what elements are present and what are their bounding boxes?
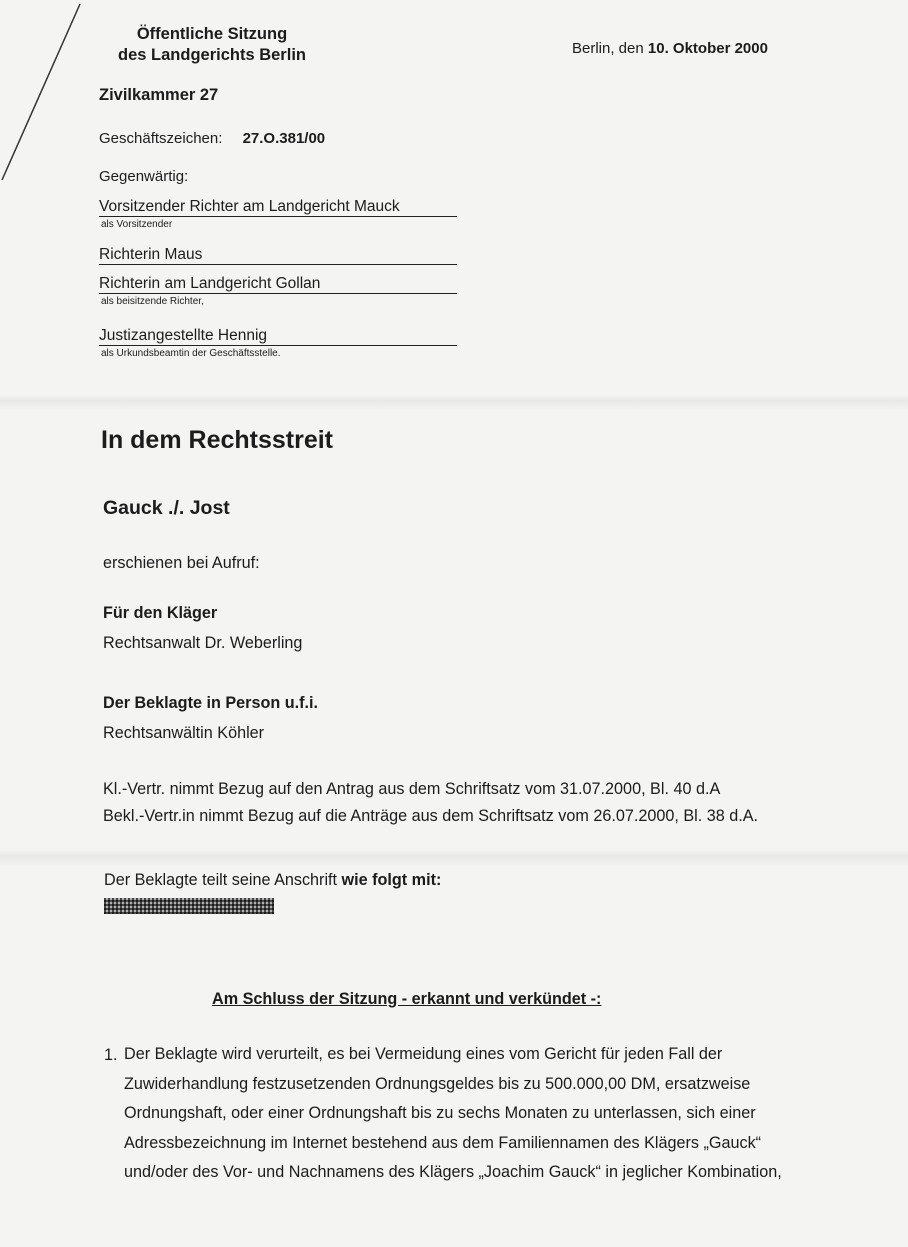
file-number-row xyxy=(99,130,325,147)
date-line xyxy=(572,40,768,57)
judgment-line: und/oder des Vor- und Nachnamens des Klägers „Joachim Gauck“ in jeglicher Kombination, xyxy=(124,1163,782,1181)
presiding-judge-role: als Vorsitzender xyxy=(101,219,173,230)
file-number-label: Geschäftszeichen: xyxy=(99,130,223,147)
plaintiff-counsel: Rechtsanwalt Dr. Weberling xyxy=(103,634,303,652)
judgment-line: Ordnungshaft, oder einer Ordnungshaft bis zu sechs Monaten zu unterlassen, sich einer xyxy=(124,1104,756,1122)
associate-judges-role: als beisitzende Richter, xyxy=(101,296,204,307)
judgment-line: Zuwiderhandlung festzusetzenden Ordnungsgeldes bis zu 500.000,00 DM, ersatzweise xyxy=(124,1074,751,1093)
judgment-heading: Am Schluss der Sitzung - erkannt und verkündet -: xyxy=(212,990,602,1008)
address-statement-bold: wie folgt mit: xyxy=(341,871,442,889)
motion-plaintiff: Kl.-Vertr. nimmt Bezug auf den Antrag aus dem Schriftsatz vom 31.07.2000, Bl. 40 d.A xyxy=(103,780,721,798)
judgment-line: Der Beklagte wird verurteilt, es bei Vermeidung eines vom Gericht für jeden Fall der xyxy=(124,1045,723,1063)
address-statement xyxy=(104,871,441,890)
file-number: 27.O.381/00 xyxy=(242,130,326,147)
judgment-item-1 xyxy=(124,1040,844,1188)
judgment-line: Adressbezeichnung im Internet bestehend aus dem Familiennamen des Klägers „Gauck“ xyxy=(124,1133,762,1152)
motion-defendant: Bekl.-Vertr.in nimmt Bezug auf die Anträge aus dem Schriftsatz vom 26.07.2000, Bl. 38 d.A. xyxy=(103,807,759,825)
presiding-judge: Vorsitzender Richter am Landgericht Mauck xyxy=(99,198,457,217)
redacted-address xyxy=(104,898,274,914)
clerk-role: als Urkundsbeamtin der Geschäftsstelle. xyxy=(101,348,281,359)
plaintiff-label: Für den Kläger xyxy=(103,604,218,622)
session-date: 10. Oktober 2000 xyxy=(647,40,768,57)
chamber: Zivilkammer 27 xyxy=(99,86,219,104)
judge-maus: Richterin Maus xyxy=(99,246,457,265)
case-heading: In dem Rechtsstreit xyxy=(101,426,334,454)
appeared-text: erschienen bei Aufruf: xyxy=(103,554,260,572)
court-session-heading xyxy=(112,24,312,66)
court-line-1: Öffentliche Sitzung xyxy=(136,25,288,43)
court-line-2: des Landgerichts Berlin xyxy=(118,46,306,64)
clerk-hennig: Justizangestellte Hennig xyxy=(99,327,457,346)
defendant-label: Der Beklagte in Person u.f.i. xyxy=(103,694,318,712)
present-label: Gegenwärtig: xyxy=(99,168,189,185)
date-prefix: Berlin, den xyxy=(572,40,644,57)
case-parties: Gauck ./. Jost xyxy=(103,497,230,519)
defendant-counsel: Rechtsanwältin Köhler xyxy=(103,724,265,742)
judgment-item-number: 1. xyxy=(104,1046,118,1064)
address-statement-text: Der Beklagte teilt seine Anschrift xyxy=(104,871,338,889)
fold-mark xyxy=(0,0,90,200)
judge-gollan: Richterin am Landgericht Gollan xyxy=(99,275,457,294)
